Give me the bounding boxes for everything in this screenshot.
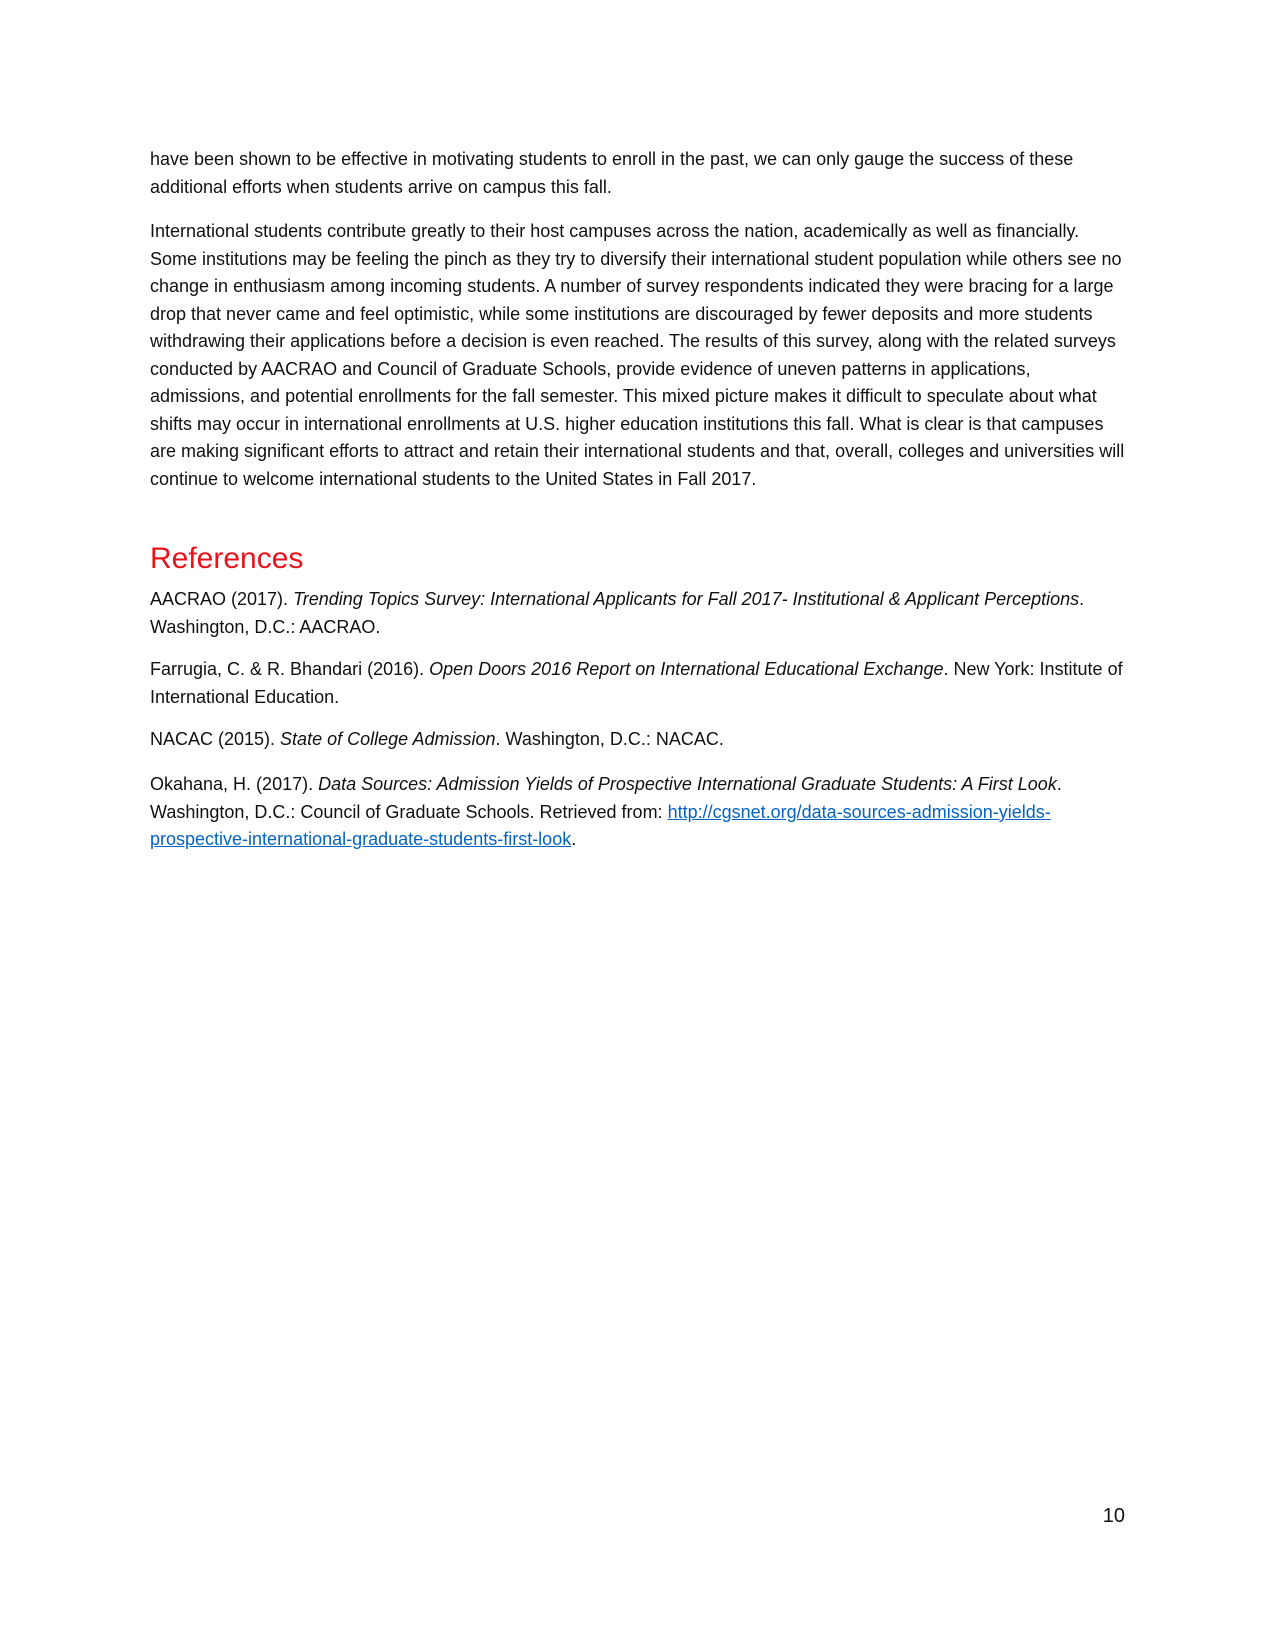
reference-publisher: . New York: Institute of International Education. [150,659,1123,707]
reference-author: Okahana, H. (2017). [150,774,319,794]
reference-item [150,771,1130,854]
reference-item [150,586,1130,641]
body-paragraph-2: International students contribute greatly to their host campuses across the nation, academically as well as financially. Some institutions may be feeling the pinch as they try to diversify their international student population while others see no change in enthusiasm among incoming students. A number of survey respondents indicated they were bracing for a large drop that never came and feel optimistic, while some institutions are discouraged by fewer deposits and more students withdrawing their applications before a decision is even reached. The results of this survey, along with the related surveys conducted by AACRAO and Council of Graduate Schools, provide evidence of uneven patterns in applications, admissions, and potential enrollments for the fall semester. This mixed picture makes it difficult to speculate about what shifts may occur in international enrollments at U.S. higher education institutions this fall. What is clear is that campuses are making significant efforts to attract and retain their international students and that, overall, colleges and universities will continue to welcome international students to the United States in Fall 2017. [150,221,1125,489]
reference-title: Trending Topics Survey: International Applicants for Fall 2017- Institutional & Applicant Perceptions [293,589,1080,609]
reference-title: State of College Admission [280,729,496,749]
reference-item [150,656,1130,711]
reference-publisher: . Washington, D.C.: Council of Graduate Schools. Retrieved from: [150,774,1062,822]
reference-author: NACAC (2015). [150,729,281,749]
reference-publisher: . Washington, D.C.: NACAC. [495,729,724,749]
body-paragraph-1: have been shown to be effective in motivating students to enroll in the past, we can only gauge the success of these additional efforts when students arrive on campus this fall. [150,149,1074,197]
reference-author: Farrugia, C. & R. Bhandari (2016). [150,659,430,679]
reference-title: Data Sources: Admission Yields of Prospective International Graduate Students: A First Look [318,774,1057,794]
reference-title: Open Doors 2016 Report on International Educational Exchange [429,659,944,679]
reference-publisher: . Washington, D.C.: AACRAO. [150,589,1085,637]
reference-end-punctuation: . [571,829,577,849]
reference-author: AACRAO (2017). [150,589,294,609]
reference-link[interactable]: http://cgsnet.org/data-sources-admission-yields-prospective-international-graduate-students-first-look [150,801,1051,849]
reference-item [150,726,1130,754]
page-number: 10 [1102,1505,1125,1527]
references-heading: References [150,542,304,575]
